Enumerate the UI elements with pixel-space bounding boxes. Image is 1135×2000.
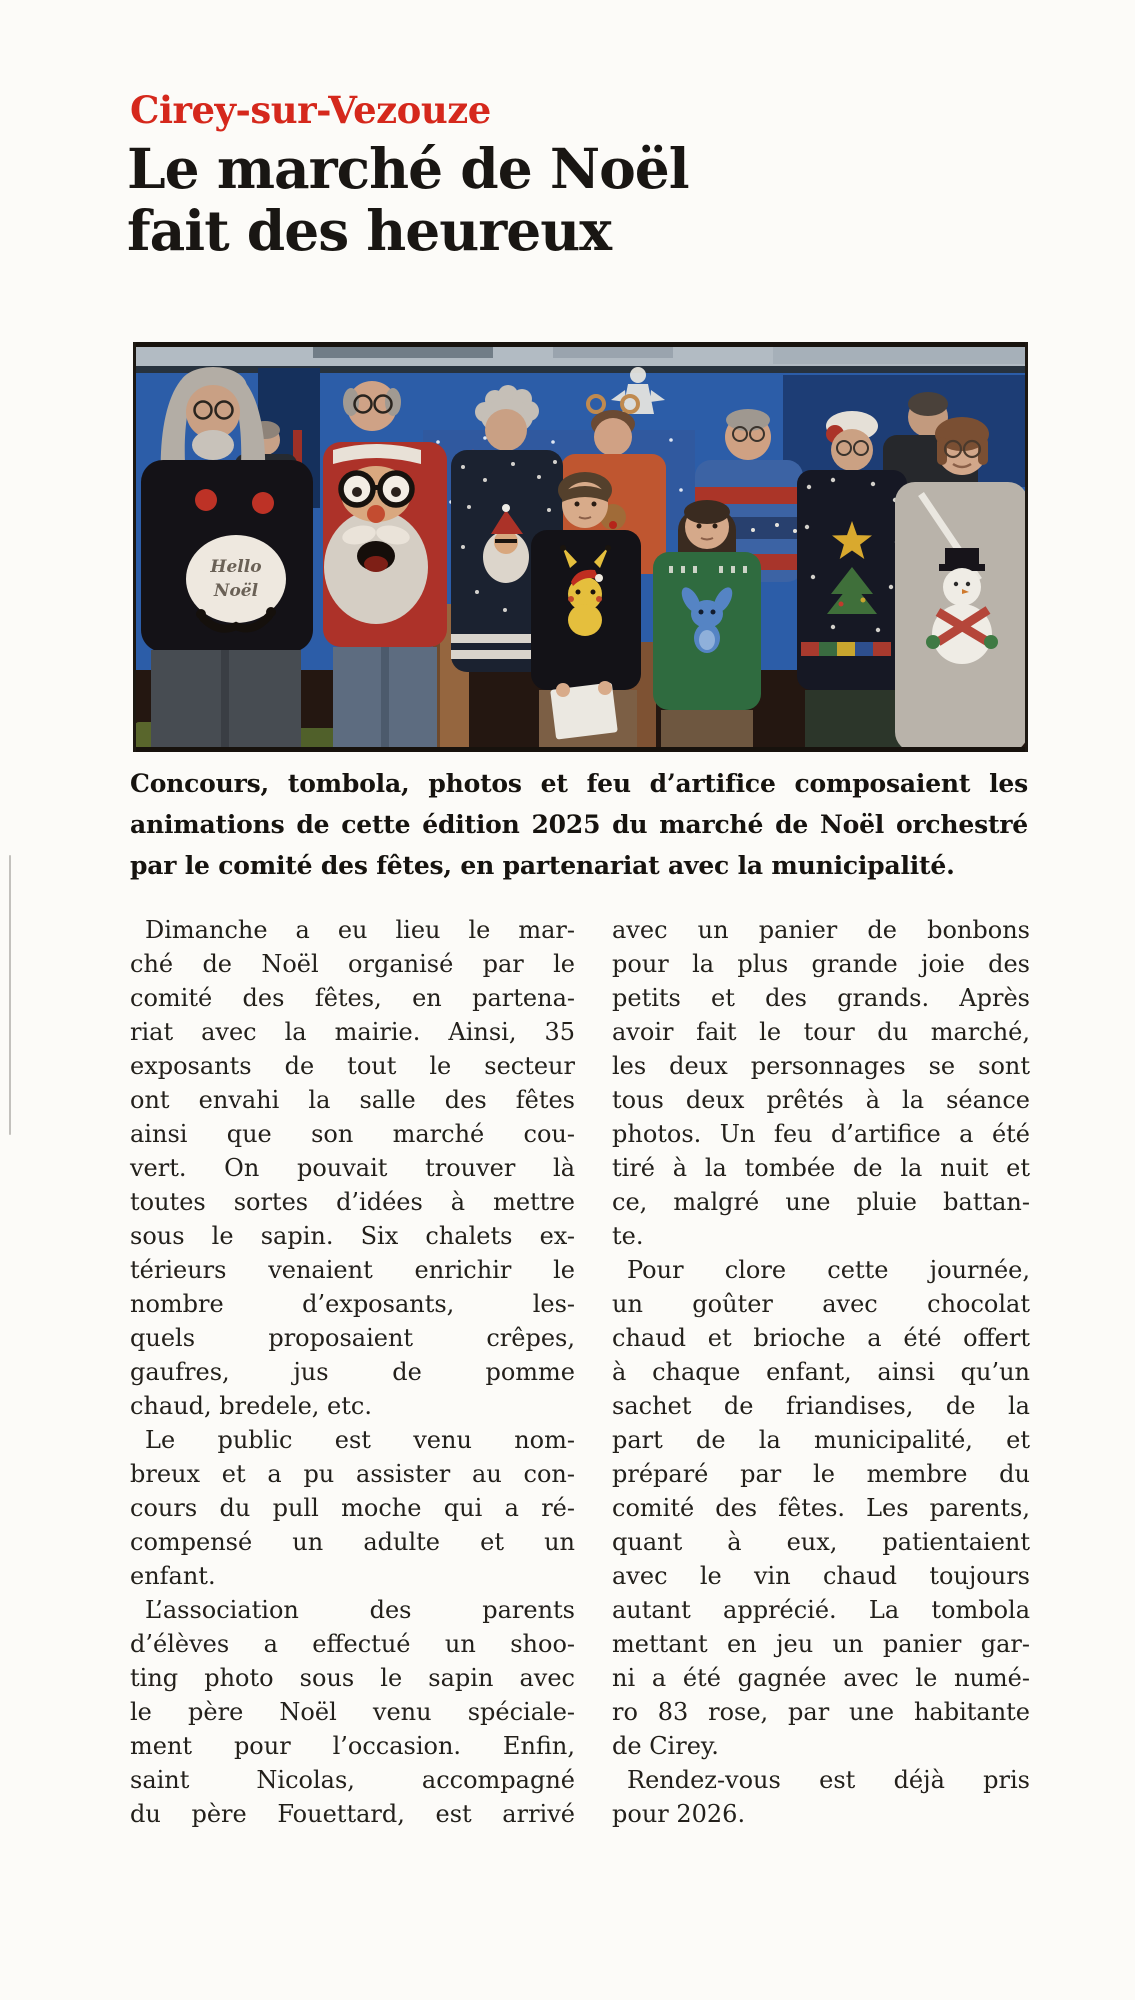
body-line: part de la municipalité, et bbox=[612, 1426, 1030, 1454]
body-line: mettant en jeu un panier gar- bbox=[612, 1630, 1030, 1658]
article-title bbox=[127, 138, 689, 262]
body-line: petits et des grands. Après bbox=[612, 984, 1030, 1012]
cap-line: Concours, tombola, photos et feu d’artifice composaient les bbox=[130, 769, 1028, 798]
body-line: photos. Un feu d’artifice a été bbox=[612, 1120, 1030, 1148]
body-line: ont envahi la salle des fêtes bbox=[130, 1086, 575, 1114]
body-line: le père Noël venu spéciale- bbox=[130, 1698, 575, 1726]
body-line: chaud, bredele, etc. bbox=[130, 1392, 372, 1420]
body-line: nombre d’exposants, les- bbox=[130, 1290, 575, 1318]
body-line: quels proposaient crêpes, bbox=[130, 1324, 575, 1352]
body-line: enfant. bbox=[130, 1562, 216, 1590]
body-line: ni a été gagnée avec le numé- bbox=[612, 1664, 1030, 1692]
body-line: Le public est venu nom- bbox=[145, 1426, 575, 1454]
title-line: Le marché de Noël bbox=[127, 136, 689, 201]
body-line: compensé un adulte et un bbox=[130, 1528, 575, 1556]
body-line: pour 2026. bbox=[612, 1800, 746, 1828]
body-line: pour la plus grande joie des bbox=[612, 950, 1030, 978]
body-line: Rendez-vous est déjà pris bbox=[627, 1766, 1030, 1794]
body-line: exposants de tout le secteur bbox=[130, 1052, 575, 1080]
body-line: d’élèves a effectué un shoo- bbox=[130, 1630, 575, 1658]
article-kicker: Cirey-sur-Vezouze bbox=[130, 88, 491, 132]
sweater-text-noel: Noël bbox=[213, 581, 259, 601]
body-line: les deux personnages se sont bbox=[612, 1052, 1030, 1080]
cap-line: animations de cette édition 2025 du marché de Noël orchestré bbox=[130, 810, 1028, 839]
title-line: fait des heureux bbox=[127, 198, 612, 263]
body-line: avec un panier de bonbons bbox=[612, 916, 1030, 944]
body-line: Dimanche a eu lieu le mar- bbox=[145, 916, 575, 944]
body-line: avoir fait le tour du marché, bbox=[612, 1018, 1030, 1046]
body-line: avec le vin chaud toujours bbox=[612, 1562, 1030, 1590]
body-line: comité des fêtes, en partena- bbox=[130, 984, 575, 1012]
body-line: Pour clore cette journée, bbox=[627, 1256, 1030, 1284]
body-line: cours du pull moche qui a ré- bbox=[130, 1494, 575, 1522]
cap-line: par le comité des fêtes, en partenariat avec la municipalité. bbox=[130, 851, 955, 880]
body-line: riat avec la mairie. Ainsi, 35 bbox=[130, 1018, 575, 1046]
body-line: chaud et brioche a été offert bbox=[612, 1324, 1030, 1352]
body-line: ainsi que son marché cou- bbox=[130, 1120, 575, 1148]
body-column-left bbox=[130, 913, 575, 1831]
body-line: comité des fêtes. Les parents, bbox=[612, 1494, 1030, 1522]
body-line: sachet de friandises, de la bbox=[612, 1392, 1030, 1420]
body-line: térieurs venaient enrichir le bbox=[130, 1256, 575, 1284]
body-line: du père Fouettard, est arrivé bbox=[130, 1800, 575, 1828]
body-line: tiré à la tombée de la nuit et bbox=[612, 1154, 1030, 1182]
article-photo bbox=[133, 342, 1028, 752]
body-line: tous deux prêtés à la séance bbox=[612, 1086, 1030, 1114]
body-line: sous le sapin. Six chalets ex- bbox=[130, 1222, 575, 1250]
sweater-text-hello: Hello bbox=[210, 557, 262, 577]
body-line: gaufres, jus de pomme bbox=[130, 1358, 575, 1386]
body-line: vert. On pouvait trouver là bbox=[130, 1154, 575, 1182]
body-line: saint Nicolas, accompagné bbox=[130, 1766, 575, 1794]
body-line: de Cirey. bbox=[612, 1732, 719, 1760]
body-line: ro 83 rose, par une habitante bbox=[612, 1698, 1030, 1726]
body-line: ce, malgré une pluie battan- bbox=[612, 1188, 1030, 1216]
body-line: L’association des parents bbox=[145, 1596, 575, 1624]
body-line: quant à eux, patientaient bbox=[612, 1528, 1030, 1556]
body-line: toutes sortes d’idées à mettre bbox=[130, 1188, 575, 1216]
body-line: un goûter avec chocolat bbox=[612, 1290, 1030, 1318]
body-line: autant apprécié. La tombola bbox=[612, 1596, 1030, 1624]
body-line: préparé par le membre du bbox=[612, 1460, 1030, 1488]
scan-artifact bbox=[9, 855, 11, 1135]
body-column-right bbox=[612, 913, 1030, 1831]
body-line: ting photo sous le sapin avec bbox=[130, 1664, 575, 1692]
body-line: à chaque enfant, ainsi qu’un bbox=[612, 1358, 1030, 1386]
body-line: breux et a pu assister au con- bbox=[130, 1460, 575, 1488]
photo-caption bbox=[130, 763, 1028, 886]
body-line: ment pour l’occasion. Enfin, bbox=[130, 1732, 575, 1760]
body-line: ché de Noël organisé par le bbox=[130, 950, 575, 978]
christmas-market-photo-illustration bbox=[133, 342, 1028, 752]
body-line: te. bbox=[612, 1222, 644, 1250]
